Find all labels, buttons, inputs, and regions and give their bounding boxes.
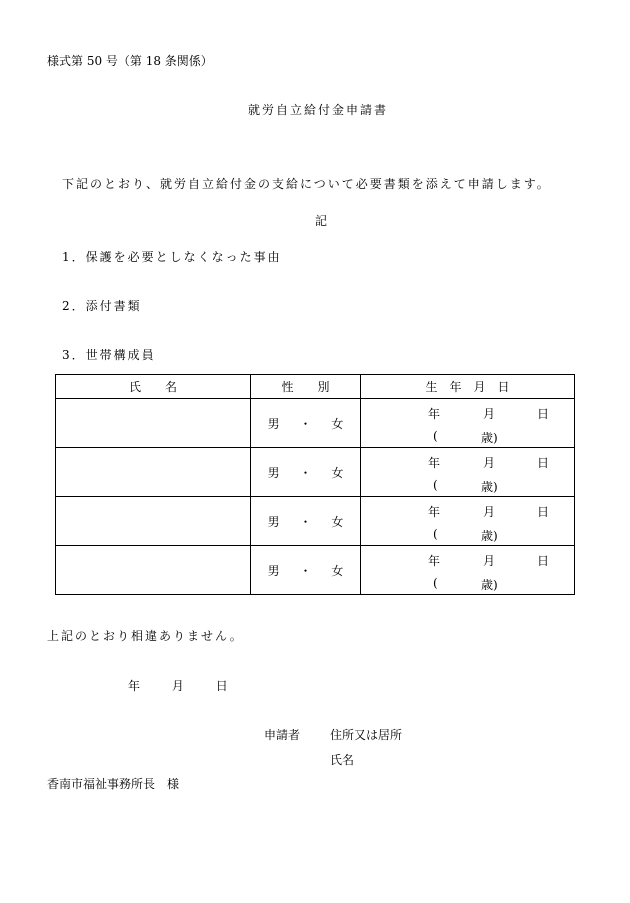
declaration-text: 上記のとおり相違ありません。 — [47, 629, 244, 643]
gender-separator: ・ — [299, 465, 312, 480]
name-cell[interactable] — [56, 497, 251, 546]
table-row — [56, 399, 575, 448]
gender-cell[interactable] — [251, 399, 361, 448]
date-day-label: 日 — [215, 679, 228, 693]
table-row — [56, 546, 575, 595]
dob-year-label: 年 — [428, 456, 441, 470]
gender-female[interactable]: 女 — [331, 563, 344, 578]
gender-female[interactable]: 女 — [331, 416, 344, 431]
name-cell[interactable] — [56, 399, 251, 448]
dob-month-label: 月 — [483, 407, 496, 421]
age-label: 歳) — [481, 578, 498, 592]
document-title: 就労自立給付金申請書 — [248, 103, 389, 117]
age-label: 歳) — [481, 529, 498, 543]
gender-separator: ・ — [299, 563, 312, 578]
gender-female[interactable]: 女 — [331, 514, 344, 529]
addressee: 香南市福祉事務所長 様 — [47, 777, 180, 791]
intro-text: 下記のとおり、就労自立給付金の支給について必要書類を添えて申請します。 — [62, 177, 551, 191]
header-gender: 性 別 — [251, 375, 361, 399]
dob-year-label: 年 — [428, 505, 441, 519]
gender-male[interactable]: 男 — [267, 514, 280, 529]
date-year-label: 年 — [128, 679, 141, 693]
dob-cell[interactable] — [361, 448, 575, 497]
dob-month-label: 月 — [483, 456, 496, 470]
section-attachments: 2．添付書類 — [62, 299, 142, 313]
gender-male[interactable]: 男 — [267, 465, 280, 480]
section-household: 3．世帯構成員 — [62, 348, 156, 362]
table-row — [56, 497, 575, 546]
name-label: 氏名 — [330, 753, 355, 767]
date-line — [128, 677, 228, 694]
dob-day-label: 日 — [537, 407, 550, 421]
dob-month-label: 月 — [483, 554, 496, 568]
name-cell[interactable] — [56, 546, 251, 595]
gender-male[interactable]: 男 — [267, 416, 280, 431]
dob-year-label: 年 — [428, 554, 441, 568]
dob-year-label: 年 — [428, 407, 441, 421]
header-dob: 生 年 月 日 — [361, 375, 575, 399]
gender-separator: ・ — [299, 416, 312, 431]
table-header-row — [56, 375, 575, 399]
age-label: 歳) — [481, 431, 498, 445]
dob-cell[interactable] — [361, 399, 575, 448]
dob-cell[interactable] — [361, 497, 575, 546]
age-open-paren: ( — [433, 527, 438, 541]
gender-separator: ・ — [299, 514, 312, 529]
gender-cell[interactable] — [251, 546, 361, 595]
dob-month-label: 月 — [483, 505, 496, 519]
record-mark: 記 — [315, 214, 328, 228]
dob-cell[interactable] — [361, 546, 575, 595]
age-open-paren: ( — [433, 576, 438, 590]
date-month-label: 月 — [171, 679, 184, 693]
dob-day-label: 日 — [537, 505, 550, 519]
gender-cell[interactable] — [251, 448, 361, 497]
gender-female[interactable]: 女 — [331, 465, 344, 480]
address-label: 住所又は居所 — [330, 728, 403, 742]
name-cell[interactable] — [56, 448, 251, 497]
age-open-paren: ( — [433, 429, 438, 443]
applicant-label: 申請者 — [264, 728, 301, 742]
gender-cell[interactable] — [251, 497, 361, 546]
household-members-table — [55, 374, 575, 595]
section-reason: 1．保護を必要としなくなった事由 — [62, 250, 282, 264]
table-row — [56, 448, 575, 497]
dob-day-label: 日 — [537, 554, 550, 568]
form-number: 様式第 50 号（第 18 条関係） — [47, 54, 213, 68]
header-name: 氏 名 — [56, 375, 251, 399]
gender-male[interactable]: 男 — [267, 563, 280, 578]
dob-day-label: 日 — [537, 456, 550, 470]
age-open-paren: ( — [433, 478, 438, 492]
age-label: 歳) — [481, 480, 498, 494]
